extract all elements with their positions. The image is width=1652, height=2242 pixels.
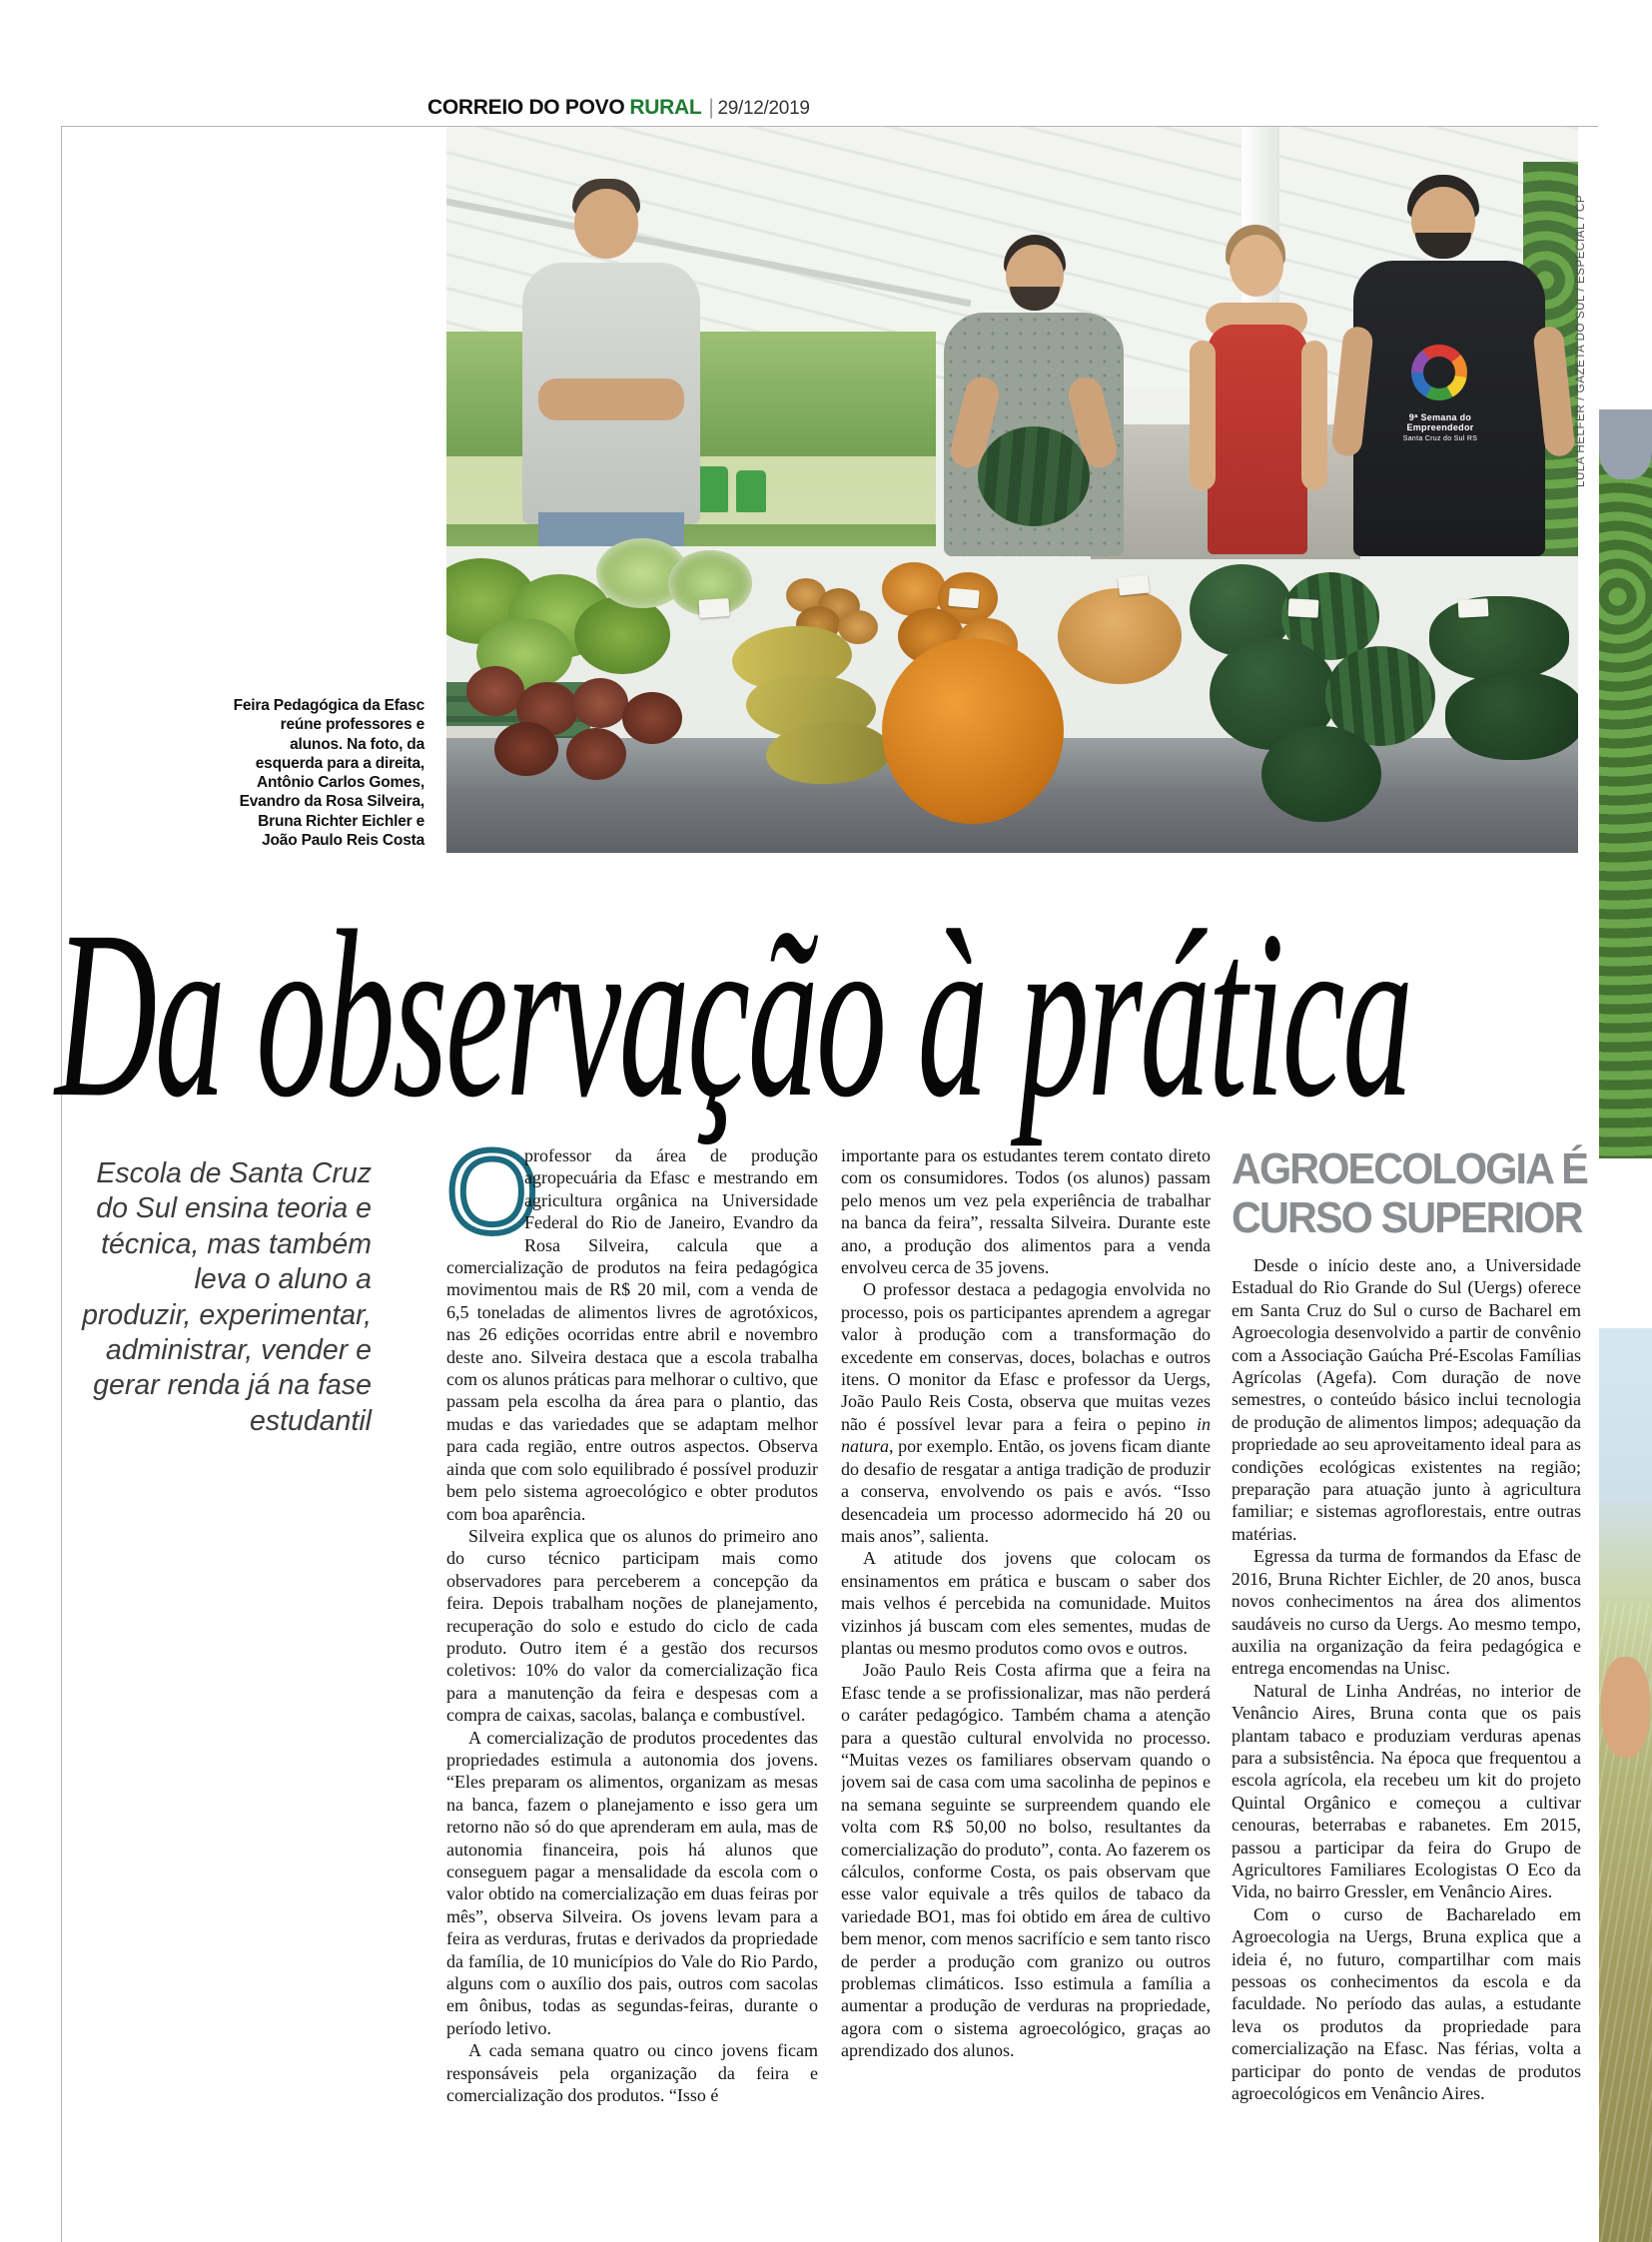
green-chair [736, 470, 766, 512]
article-column-1 [446, 1144, 818, 2239]
italic-phrase: in natura [841, 1413, 1211, 1457]
article-column-2 [841, 1144, 1211, 2239]
head [1230, 235, 1283, 297]
watermelon-held [978, 426, 1090, 526]
price-tag [1458, 598, 1489, 618]
paragraph: João Paulo Reis Costa afirma que a feira na Efasc tende a se profissionalizar, mas não perderá o caráter pedagógico. Também chama a atenção para a questão cultural envolvida no processo. “Muitas vezes os familiares observam quando o jovem sai de casa com uma sacolinha de pepinos e na semana seguinte se surpreendem quando ele volta com R$ 50,00 no bolso, resultantes da comercialização do produto”, conta. Ao fazerem os cálculos, conforme Costa, os pais observam que esse valor equivale a três quilos de tabaco da variedade BO1, mas foi obtido em área de cultivo bem menor, com menos sacrifício e sem tanto risco de perder a produção com granizo ou outros problemas climáticos. Isso estimula a família a aumentar a produção de verduras na propriedade, agora com o sistema agroecológico, graças ao aprendizado dos alunos. [841, 1660, 1211, 2061]
adjacent-page-photo-strip-bottom [1599, 1328, 1652, 2242]
masthead-divider: | [708, 96, 714, 119]
photo-credit: LULA HELFER / GAZETA DO SUL / ESPECIAL / CP [1575, 194, 1587, 487]
standfirst: Escola de Santa Cruz do Sul ensina teoria e técnica, mas também leva o aluno a produzir, experimentar, administrar, vender e gerar renda já na fase estudantil [82, 1157, 372, 1437]
sidebar-body [1232, 1254, 1581, 2104]
paragraph: importante para os estudantes terem contato direto com os consumidores. Todos (os alunos) passam pelo menos um vez pela experiência de trabalhar na banca da feira”, ressalta Silveira. Durante este ano, a produção dos alimentos para a venda envolveu cerca de 35 jovens. [841, 1145, 1211, 1278]
black-tshirt [1353, 261, 1545, 556]
price-tag [1288, 598, 1319, 618]
paragraph: Silveira explica que os alunos do primeiro ano do curso técnico participam mais como observadores para perceberem a concepção da feira. Depois trabalham noções de planejamento, recuperação do solo e estudo do ciclo de cada produto. Outro item é a gestão dos recursos coletivos: 10% do valor da comercialização fica para a manutenção da feira e despesas com a compra de caixas, sacolas, balança e combustível. [446, 1525, 818, 1726]
sidebar-agroecologia [1232, 1144, 1587, 2104]
paragraph: Natural de Linha Andréas, no interior de Venâncio Aires, Bruna conta que os pais plantam tabaco e produziam verduras apenas para a subsistência. Na época que frequentou a escola agrícola, ela recebeu um kit do projeto Quintal Orgânico e começou a cultivar cenouras, beterrabas e rabanetes. Em 2015, passou a participar da feira do Grupo de Agricultores Familiares Ecologistas O Eco da Vida, no bairro Gressler, em Venâncio Aires. [1232, 1680, 1581, 1902]
paragraph: Egressa da turma de formandos da Efasc de 2016, Bruna Richter Eichler, de 20 anos, busca novos conhecimentos na área dos alimentos saudáveis no curso da Uergs. Ao mesmo tempo, auxilia na organização da feira pedagógica e entrega encomendas na Unisc. [1232, 1546, 1581, 1679]
clothing-sliver [1599, 409, 1652, 479]
price-tag [698, 598, 729, 618]
price-tag [948, 588, 979, 609]
hand-sliver [1601, 1657, 1650, 1758]
pale-squash [1058, 588, 1182, 684]
shirt-line3: Santa Cruz do Sul RS [1402, 435, 1478, 442]
large-pumpkin [882, 638, 1064, 824]
paragraph-text: professor da área de produção agropecuária da Efasc e mestrando em agricultura orgânica na Universidade Federal do Rio de Janeiro, Evandro da Rosa Silveira, calcula que a comercialização de produtos na feira pedagógica movimentou mais de R$ 20 mil, com a venda de 6,5 toneladas de alimentos livres de agrotóxicos, nas 26 edições ocorridas entre abril e novembro deste ano. Silveira destaca que a escola trabalha com os alunos práticas para melhorar o cultivo, que passam pela escolha da área para o plantio, das mudas e das variedades que se adaptam melhor para cada região, entre outros aspectos. Observa ainda que com solo equilibrado é possível produzir bem pelo sistema agroecológico e obter produtos com boa aparência. [446, 1145, 818, 1524]
masthead [427, 96, 810, 120]
paragraph: A atitude dos jovens que colocam os ensinamentos em prática e buscam o saber dos mais velhos é percebida na comunidade. Muitos vizinhos já buscam com eles sementes, mudas de plantas ou mesmo produtos como ovos e outros. [841, 1548, 1211, 1658]
left-rule [61, 126, 62, 2242]
paragraph: A cada semana quatro ou cinco jovens ficam responsáveis pela organização da feira e comercialização dos produtos. “Isso é [446, 2040, 818, 2106]
masthead-title: CORREIO DO POVO [427, 96, 625, 119]
shirt-line2: Empreendedor [1406, 422, 1474, 432]
paragraph: Desde o início deste ano, a Universidade Estadual do Rio Grande do Sul (Uergs) oferece em Santa Cruz do Sul o curso de Bacharel em Agroecologia desenvolvido a partir de convênio com a Associação Gaúcha Pré-Escolas Famílias Agrícolas (Agefa). Com duração de nove semestres, o conteúdo básico inclui tecnologia de produção de alimentos limpos; adequação da propriedade ao seu aproveitamento ideal para as condições ecológicas existentes na região; preparação para atuação junto à agricultura familiar; e sistemas agroflorestais, entre outras matérias. [1232, 1255, 1581, 1544]
shirt-text [1375, 412, 1505, 444]
arm [1190, 341, 1216, 490]
dropcap-o: O [446, 1144, 538, 1258]
masthead-section: RURAL [629, 96, 702, 119]
paragraph: A comercialização de produtos procedentes das propriedades estimula a autonomia dos jovens. “Eles preparam os alimentos, organizam as mesas na banca, fazem o planejamento e isso gera um retorno não só do que aprenderam em aula, mas de autonomia financeira, pois há alunos que conseguem pagar a mensalidade da escola com o valor obtido na comercialização em duas feiras por mês”, observa Silveira. Os jovens levam para a feira as verduras, frutas e derivados da propriedade da família, de 10 municípios do Vale do Rio Pardo, alguns com o auxílio dos pais, outros com sacolas em ônibus, todas as segundas-feiras, durante o período letivo. [446, 1727, 818, 2038]
sidebar-heading-line1: AGROECOLOGIA É [1232, 1144, 1587, 1193]
crossed-arms [538, 378, 684, 420]
head [574, 189, 638, 259]
paragraph-text: O professor destaca a pedagogia envolvida no processo, pois os participantes aprendem a agregar valor à produção com a transformação do excedente em conservas, doces, bolachas e outros itens. O monitor da Efasc e professor da Uergs, João Paulo Reis Costa, observa que muitas vezes não é possível levar para a feira o pepino [841, 1279, 1211, 1434]
red-tank-top [1208, 325, 1307, 554]
sidebar-heading-line2: CURSO SUPERIOR [1232, 1193, 1582, 1242]
event-logo [1411, 345, 1467, 400]
paragraph [841, 1278, 1211, 1547]
headline: Da observação à prática [55, 881, 1411, 1146]
paragraph-text: , por exemplo. Então, os jovens ficam diante do desafio de resgatar a antiga tradição de produzir a conserva, envolvendo os pais e avós. “Isso desencadeia um processo adormecido há 20 ou mais anos”, salienta. [841, 1436, 1211, 1546]
arm [1301, 341, 1327, 490]
paragraph [446, 1144, 818, 1525]
paragraph: Com o curso de Bacharelado em Agroecologia na Uergs, Bruna explica que a ideia é, no futuro, compartilhar com mais pessoas os conhecimentos da escola e da faculdade. No período das aulas, a estudante leva os produtos da propriedade para comercialização na Efasc. Nas férias, volta a participar do ponto de vendas de produtos agroecológicos em Venâncio Aires. [1232, 1903, 1581, 2104]
price-tag [1118, 574, 1150, 595]
photo-caption: Feira Pedagógica da Efasc reúne professores e alunos. Na foto, da esquerda para a direita, Antônio Carlos Gomes, Evandro da Rosa Silveira, Bruna Richter Eichler e João Paulo Reis Costa [233, 697, 424, 850]
feira-pedagogica-photo [446, 127, 1578, 853]
shirt-line1: 9ª Semana do [1408, 412, 1472, 422]
masthead-date: 29/12/2019 [717, 98, 810, 119]
adjacent-page-photo-strip-top [1599, 409, 1652, 1158]
